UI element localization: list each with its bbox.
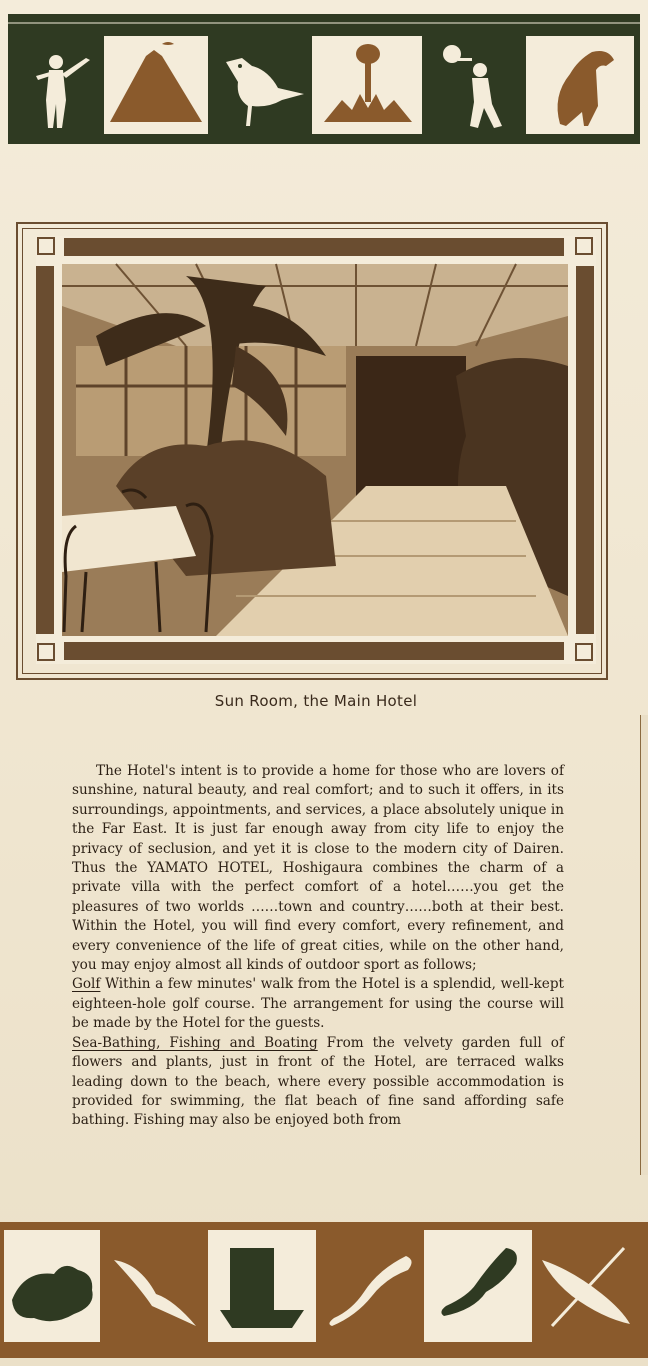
mountain-icon — [104, 36, 208, 134]
tennis-player-icon — [422, 36, 526, 134]
vulture-icon — [526, 36, 634, 134]
bird-icon — [208, 36, 312, 134]
kayaker-icon — [532, 1230, 640, 1342]
golf-paragraph — [72, 975, 564, 1033]
junk-ship-icon — [208, 1230, 316, 1342]
golf-text: Within a few minutes' walk from the Hotel is a splendid, well-kept eighteen-hole golf course. The arrangement for using the course will be made by the Hotel for the guests. — [72, 976, 565, 1032]
body-text — [72, 762, 564, 1131]
sea-paragraph — [72, 1034, 564, 1131]
intro-paragraph: The Hotel's intent is to provide a home for those who are lovers of sunshine, natural beauty, and real comfort; and to such it offers, in its surroundings, appointments, and services, a place absolutely unique in the Far East. It is just far enough away from city life to enjoy the privacy of seclusion, and yet it is close to the modern city of Dairen. Thus the YAMATO HOTEL, Hoshigaura combines the charm of a private villa with the perfect comfort of a hotel……you get the pleasures of two worlds ……town and country……both at their best. Within the Hotel, you will find every comfort, every refinement, and every convenience of the life of great cities, while on the other hand, you may enjoy almost all kinds of outdoor sport as follows; — [72, 763, 564, 974]
golf-heading: Golf — [72, 976, 101, 993]
sun-room-photo — [36, 236, 596, 664]
adjacent-panel-edge — [640, 715, 648, 1175]
sea-text: From the velvety garden full of flowers and plants, just in front of the Hotel, are terraced walks leading down to the beach, where every possible accommodation is provided for swimming, the flat beach of fine sand affording safe bathing. Fishing may also be enjoyed both from — [72, 1034, 564, 1129]
bottom-decorative-band — [0, 1222, 648, 1358]
golfer-icon — [16, 36, 104, 134]
swimmer-icon — [424, 1230, 532, 1342]
sea-heading: Sea-Bathing, Fishing and Boating — [72, 1034, 318, 1051]
thistle-icon — [312, 36, 422, 134]
lizard-icon — [316, 1230, 424, 1342]
photo-caption: Sun Room, the Main Hotel — [214, 692, 418, 710]
top-decorative-band — [8, 14, 640, 144]
sea-creature-icon — [4, 1230, 100, 1342]
seagull-icon — [100, 1230, 208, 1342]
sun-room-illustration — [36, 236, 596, 664]
